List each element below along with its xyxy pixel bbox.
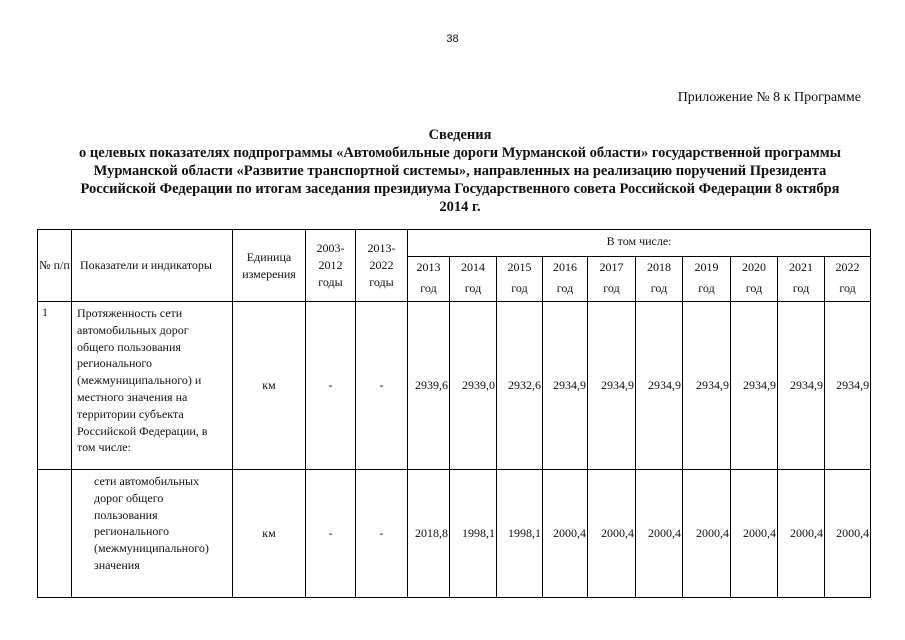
header-year-number: 2017 (599, 260, 624, 274)
title-line-5: 2014 г. (439, 199, 481, 215)
row-value-2015: 1998,1 (497, 470, 543, 598)
appendix-label: Приложение № 8 к Программе (677, 90, 861, 105)
row-period-2013-2022: - (356, 470, 408, 598)
row-number (38, 470, 72, 598)
header-year-number: 2022 (835, 260, 860, 274)
row-value-2018: 2934,9 (636, 302, 683, 470)
row-unit: км (233, 302, 306, 470)
header-year-number: 2019 (694, 260, 719, 274)
row-period-2013-2022: - (356, 302, 408, 470)
row-value-2013: 2939,6 (408, 302, 450, 470)
header-year-word: год (839, 281, 856, 295)
header-year-number: 2015 (507, 260, 532, 274)
row-value-2021: 2934,9 (778, 302, 825, 470)
header-year-2017 (588, 257, 636, 302)
header-year-word: год (650, 281, 668, 295)
row-value-2017: 2934,9 (588, 302, 636, 470)
header-year-2019 (683, 257, 731, 302)
row-indicator: сети автомобильных дорог общего пользования регионального (межмуниципального) значения (72, 470, 233, 598)
header-year-number: 2021 (789, 260, 813, 274)
row-value-2017: 2000,4 (588, 470, 636, 598)
table-header-row (38, 230, 871, 257)
header-year-2018 (636, 257, 683, 302)
header-year-2020 (731, 257, 778, 302)
header-year-number: 2016 (553, 260, 577, 274)
table-body (38, 302, 871, 598)
row-value-2019: 2934,9 (683, 302, 731, 470)
title-line-2: о целевых показателях подпрограммы «Автомобильные дороги Мурманской области» государственной программы (78, 145, 841, 161)
header-period-2013-2022: 2013-2022 годы (356, 230, 408, 302)
header-year-2013 (408, 257, 450, 302)
row-value-2019: 2000,4 (683, 470, 731, 598)
row-value-2014: 1998,1 (450, 470, 497, 598)
header-indicator: Показатели и индикаторы (72, 230, 233, 302)
table-row (38, 470, 871, 598)
header-year-word: год (511, 281, 528, 295)
indicators-table (37, 229, 871, 598)
row-value-2021: 2000,4 (778, 470, 825, 598)
row-indicator: Протяженность сети автомобильных дорог общего пользования регионального (межмуниципального) и местного значения на территории субъекта Российской Федерации, в том числе: (72, 302, 233, 470)
header-year-number: 2020 (742, 260, 766, 274)
header-year-number: 2013 (416, 260, 441, 274)
title-line-3: Мурманской области «Развитие транспортной системы», направленных на реализацию поручений Президента (93, 163, 827, 179)
row-value-2022: 2000,4 (825, 470, 871, 598)
header-including: В том числе: (408, 230, 871, 257)
header-year-word: год (698, 281, 715, 295)
header-year-2016 (543, 257, 588, 302)
row-value-2022: 2934,9 (825, 302, 871, 470)
row-value-2015: 2932,6 (497, 302, 543, 470)
table-row (38, 302, 871, 470)
header-year-2015 (497, 257, 543, 302)
title-line-1: Сведения (428, 127, 492, 143)
row-value-2020: 2000,4 (731, 470, 778, 598)
header-year-word: год (464, 281, 482, 295)
header-num: № п/п (38, 230, 72, 302)
row-value-2020: 2934,9 (731, 302, 778, 470)
header-year-2022 (825, 257, 871, 302)
row-value-2013: 2018,8 (408, 470, 450, 598)
header-year-word: год (556, 281, 574, 295)
page-number: 38 (446, 33, 459, 45)
header-year-number: 2014 (461, 260, 485, 274)
row-value-2018: 2000,4 (636, 470, 683, 598)
header-year-2014 (450, 257, 497, 302)
row-value-2016: 2000,4 (543, 470, 588, 598)
header-year-word: год (745, 281, 763, 295)
row-number: 1 (38, 302, 72, 470)
row-period-2003-2012: - (306, 302, 356, 470)
header-year-word: год (603, 281, 620, 295)
header-unit: Единица измерения (233, 230, 306, 302)
title-line-4: Российской Федерации по итогам заседания президиума Государственного совета Российской Федерации 8 октября (80, 181, 840, 197)
row-unit: км (233, 470, 306, 598)
row-value-2014: 2939,0 (450, 302, 497, 470)
header-year-2021 (778, 257, 825, 302)
header-period-2003-2012: 2003-2012 годы (306, 230, 356, 302)
row-period-2003-2012: - (306, 470, 356, 598)
header-year-word: год (792, 281, 810, 295)
header-year-word: год (420, 281, 437, 295)
row-value-2016: 2934,9 (543, 302, 588, 470)
header-year-number: 2018 (647, 260, 671, 274)
document-title (40, 126, 880, 216)
